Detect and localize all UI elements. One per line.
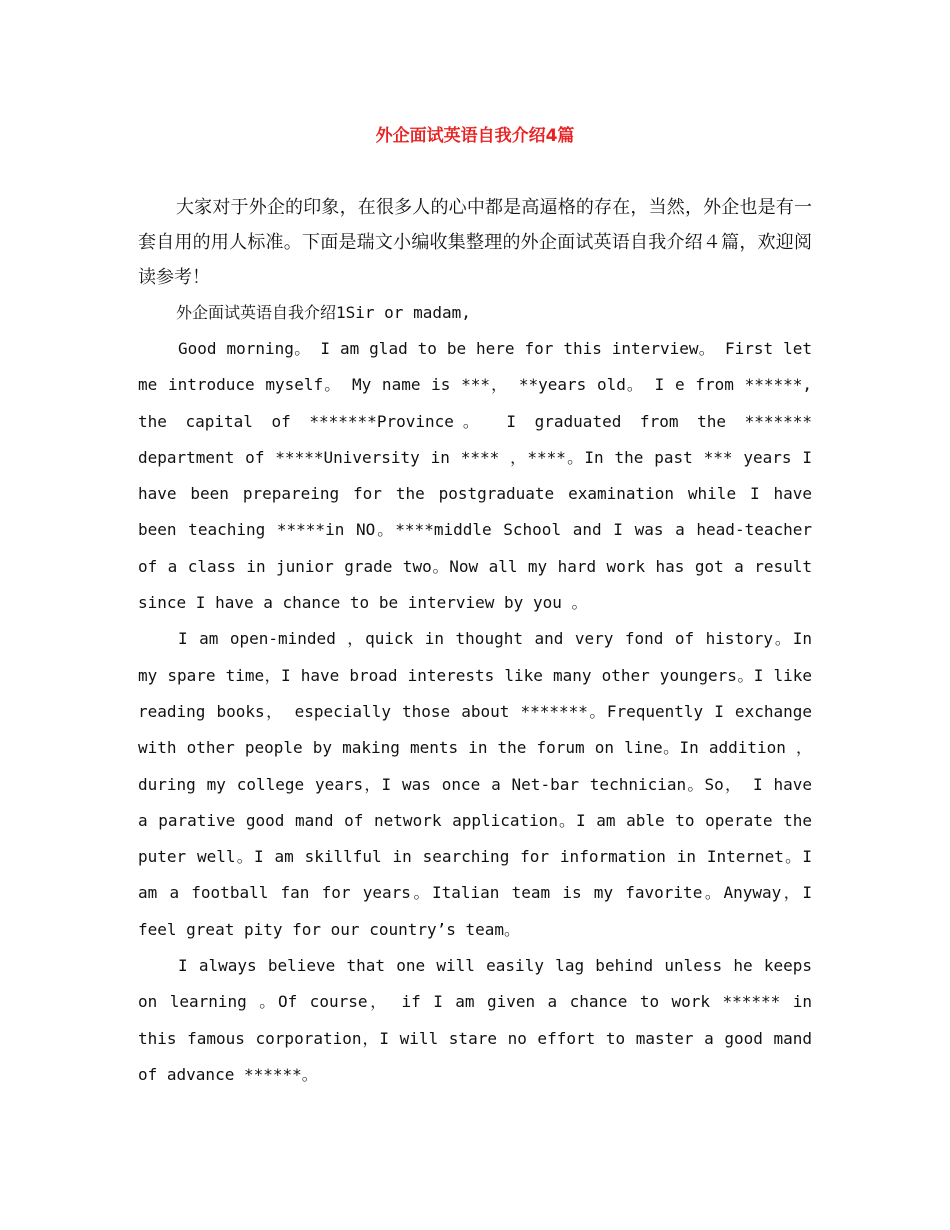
salutation-line: 外企面试英语自我介绍1Sir or madam,: [176, 303, 471, 322]
paragraph-personality: I am open-minded ，quick in thought and very fond of history。In my spare time，I have broad interests like many other youngers。I like reading books， especially those about *******。Frequently I exchange with other people by making ments in the forum on line。In addition ，during my college years，I was once a Net-bar technician。So， I have a parative good mand of network application。I am able to operate the puter well。I am skillful in searching for information in Internet。I am a football fan for years。Italian team is my favorite。Anyway，I feel great pity for our country’s team。: [138, 629, 812, 939]
document-body: [138, 190, 812, 1093]
document-title: 外企面试英语自我介绍4篇: [375, 126, 575, 146]
intro-paragraph: 大家对于外企的印象，在很多人的心中都是高逼格的存在，当然，外企也是有一套自用的用人标准。下面是瑞文小编收集整理的外企面试英语自我介绍４篇，欢迎阅读参考！: [138, 197, 812, 288]
paragraph-learning: I always believe that one will easily lag behind unless he keeps on learning 。Of course， if I am given a chance to work ****** in this famous corporation，I will stare no effort to master a good mand of advance ******。: [138, 956, 812, 1084]
paragraph-greeting: Good morning。 I am glad to be here for this interview。 First let me introduce myself。 My name is ***， **years old。 I e from ******, the capital of *******Province。 I graduated from the ******* department of *****University in **** ，****。In the past *** years I have been prepareing for the postgraduate examination while I have been teaching *****in NO。****middle School and I was a head-teacher of a class in junior grade two。Now all my hard work has got a result since I have a chance to be interview by you 。: [138, 339, 812, 613]
